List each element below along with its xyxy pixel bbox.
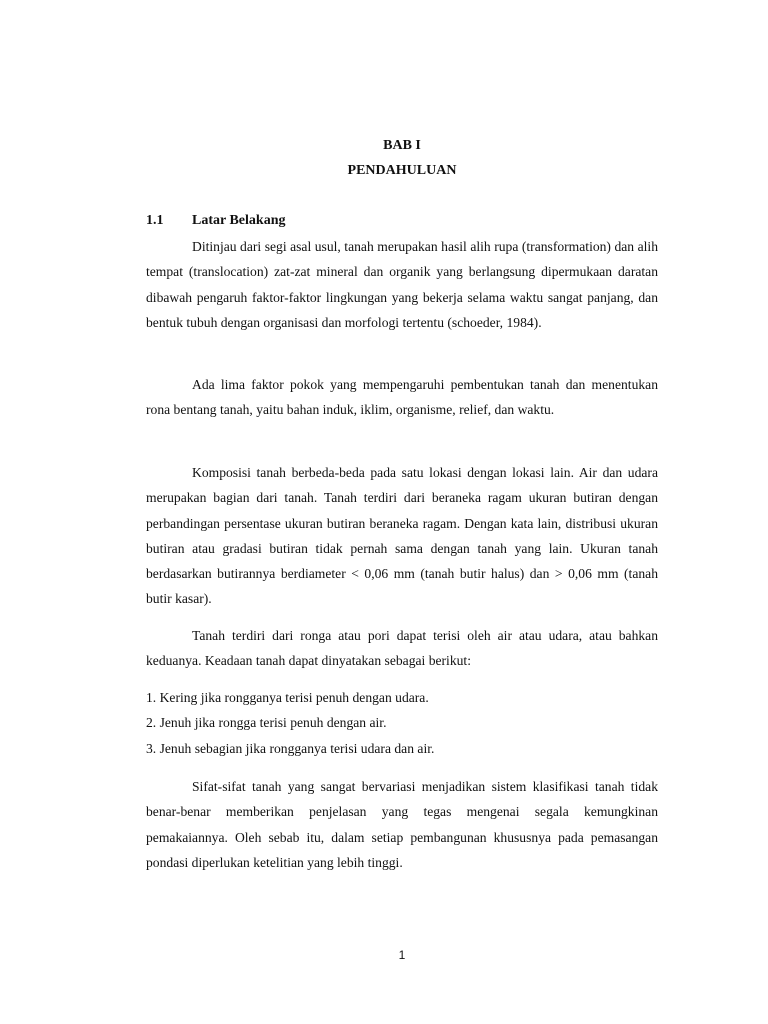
list-item: 3. Jenuh sebagian jika rongganya terisi udara dan air. [146,740,435,756]
paragraph-2 [146,372,658,423]
list-item: 1. Kering jika rongganya terisi penuh dengan udara. [146,690,429,705]
paragraph-1 [146,234,658,335]
paragraph-text: Ada lima faktor pokok yang mempengaruhi pembentukan tanah dan menentukan rona bentang tanah, yaitu bahan induk, iklim, organisme, relief, dan waktu. [146,377,658,418]
section-title: Latar Belakang [192,213,286,228]
paragraph-text: Ditinjau dari segi asal usul, tanah merupakan hasil alih rupa (transformation) dan alih tempat (translocation) zat-zat mineral dan organik yang berlangsung dipermukaan daratan dibawah pengaruh faktor-faktor lingkungan yang bekerja selama waktu sangat panjang, dan bentuk tubuh dengan organisasi dan morfologi tertentu (schoeder, 1984). [146,239,658,330]
paragraph-3 [146,460,658,612]
paragraph-text: Komposisi tanah berbeda-beda pada satu lokasi dengan lokasi lain. Air dan udara merupakan bagian dari tanah. Tanah terdiri dari beraneka ragam ukuran butiran dengan perbandingan persentase ukuran butiran beraneka ragam. Dengan kata lain, distribusi ukuran butiran atau gradasi butiran tidak pernah sama dengan tanah yang lain. Ukuran tanah berdasarkan butirannya berdiameter < 0,06 mm (tanah butir halus) dan > 0,06 mm (tanah butir kasar). [146,465,658,607]
section-heading [146,212,285,230]
chapter-number: BAB I [383,138,421,153]
paragraph-4 [146,623,658,674]
chapter-title: PENDAHULUAN [347,163,457,178]
page-number: 1 [398,948,406,962]
section-number: 1.1 [146,213,164,228]
paragraph-text: Sifat-sifat tanah yang sangat bervariasi menjadikan sistem klasifikasi tanah tidak benar-benar memberikan penjelasan yang tegas mengenai segala kemungkinan pemakaiannya. Oleh sebab itu, dalam setiap pembangunan khususnya pada pemasangan pondasi diperlukan ketelitian yang lebih tinggi. [146,779,658,870]
soil-condition-list [146,685,658,761]
list-item: 2. Jenuh jika rongga terisi penuh dengan air. [146,715,387,731]
paragraph-5 [146,774,658,875]
paragraph-text: Tanah terdiri dari ronga atau pori dapat terisi oleh air atau udara, atau bahkan keduanya. Keadaan tanah dapat dinyatakan sebagai berikut: [146,628,658,669]
